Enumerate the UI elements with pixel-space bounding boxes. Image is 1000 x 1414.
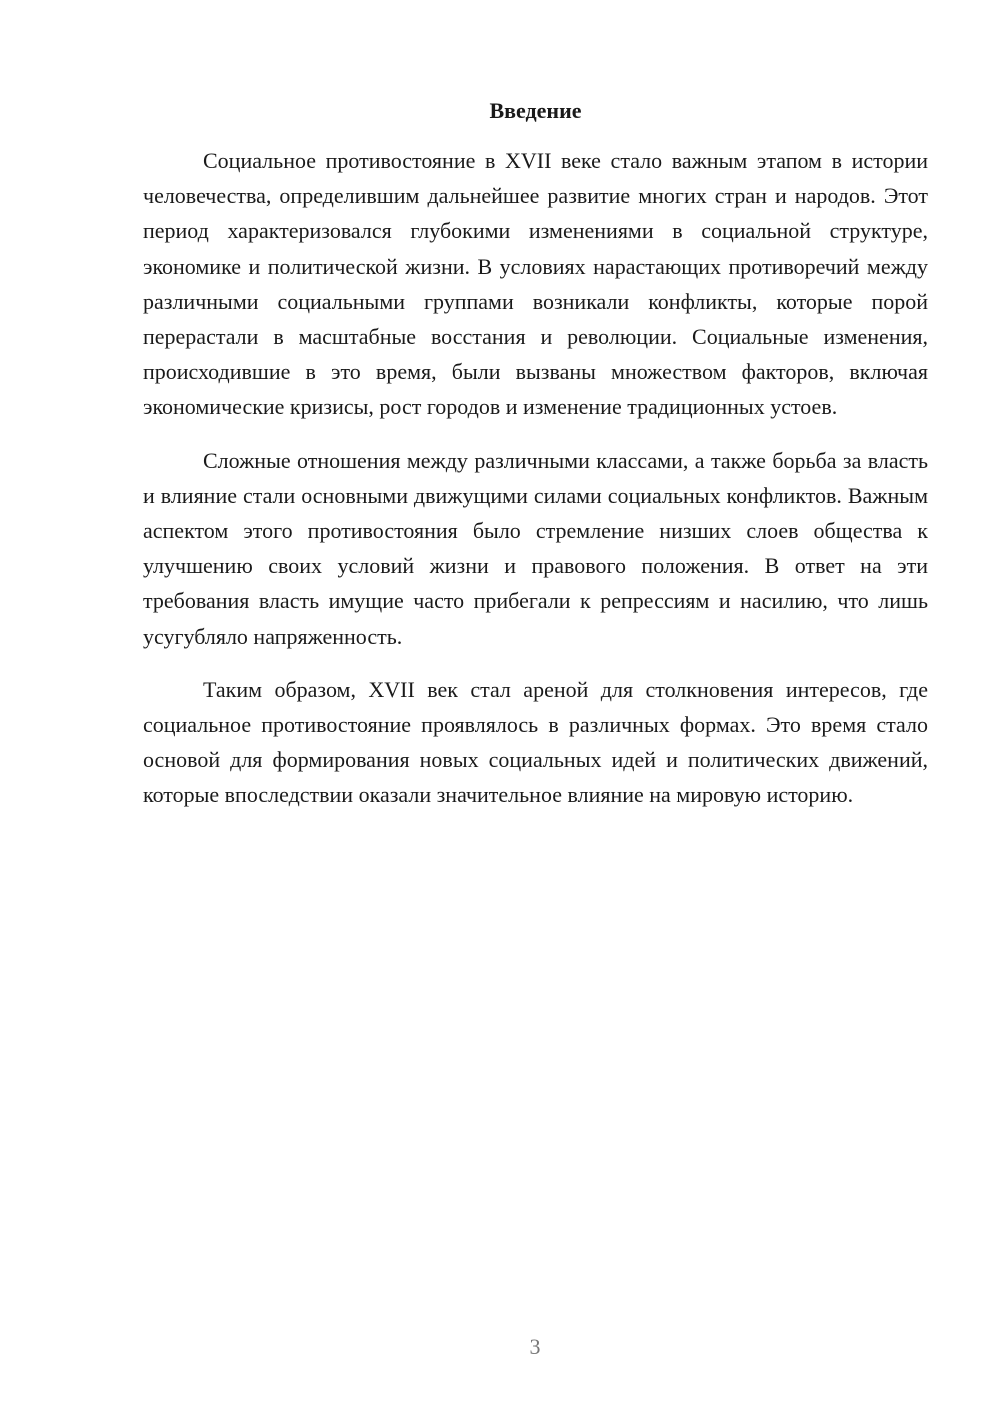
page-number: 3	[529, 1334, 541, 1359]
paragraph-3: Таким образом, XVII век стал ареной для столкновения интересов, где социальное противостояние проявлялось в различных формах. Это время стало основой для формирования новых социальных идей и политических движений, которые впоследствии оказали значительное влияние на мировую историю.	[143, 676, 928, 808]
page-content	[143, 97, 928, 831]
section-heading: Введение	[489, 98, 582, 123]
paragraph-2: Сложные отношения между различными классами, а также борьба за власть и влияние стали основными движущими силами социальных конфликтов. Важным аспектом этого противостояния было стремление низших слоев общества к улучшению своих условий жизни и правового положения. В ответ на эти требования власть имущие часто прибегали к репрессиям и насилию, что лишь усугубляло напряженность.	[143, 447, 928, 649]
paragraph-1: Социальное противостояние в XVII веке стало важным этапом в истории человечества, определившим дальнейшее развитие многих стран и народов. Этот период характеризовался глубокими изменениями в социальной структуре, экономике и политической жизни. В условиях нарастающих противоречий между различными социальными группами возникали конфликты, которые порой перерастали в масштабные восстания и революции. Социальные изменения, происходившие в это время, были вызваны множеством факторов, включая экономические кризисы, рост городов и изменение традиционных устоев.	[143, 148, 928, 420]
